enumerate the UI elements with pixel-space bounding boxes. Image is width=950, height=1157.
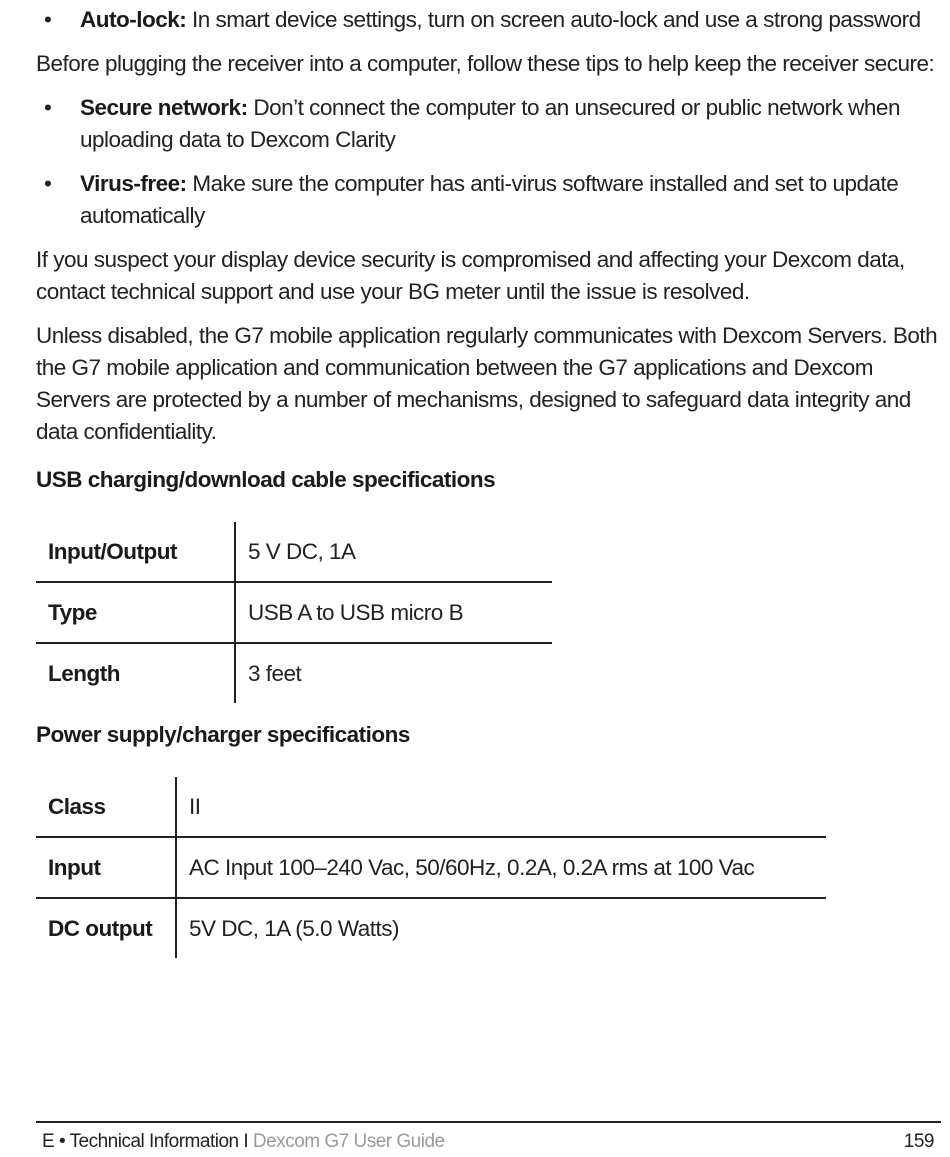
spec-label: Input: [36, 837, 176, 898]
bullet-text: In smart device settings, turn on screen auto-lock and use a strong password: [186, 7, 921, 32]
table-row: [36, 643, 552, 703]
power-section-heading: Power supply/charger specifications: [36, 722, 410, 747]
bullet-dot: •: [44, 95, 52, 120]
bullet-term: Secure network:: [80, 95, 248, 120]
bullet-dot: •: [44, 7, 52, 32]
spec-label: DC output: [36, 898, 176, 958]
spec-label: Type: [36, 582, 235, 643]
bullet-secure-network: [36, 92, 941, 156]
spec-label: Class: [36, 777, 176, 837]
receiver-intro-paragraph: Before plugging the receiver into a computer, follow these tips to help keep the receiver secure:: [36, 51, 935, 76]
spec-label: Input/Output: [36, 522, 235, 582]
page-content: [36, 4, 941, 958]
spec-value: 3 feet: [235, 643, 552, 703]
page-number: 159: [903, 1131, 934, 1152]
page-footer: [36, 1121, 941, 1155]
footer-section-label: E • Technical Information: [42, 1131, 239, 1152]
bullet-term: Auto-lock:: [80, 7, 187, 32]
usb-spec-table: [36, 522, 552, 703]
bullet-dot: •: [44, 171, 52, 196]
compromised-paragraph: If you suspect your display device security is compromised and affecting your Dexcom data, contact technical support and use your BG meter until the issue is resolved.: [36, 247, 905, 304]
security-bullet-list: [36, 4, 941, 36]
bullet-text: Don’t connect the computer to an unsecured or public network when uploading data to Dexcom Clarity: [80, 95, 900, 152]
table-row: [36, 582, 552, 643]
bullet-text: Make sure the computer has anti-virus software installed and set to update automatically: [80, 171, 899, 228]
footer-guide-title: Dexcom G7 User Guide: [252, 1131, 445, 1152]
spec-value: II: [189, 793, 201, 819]
spec-value: 5 V DC, 1A: [248, 538, 356, 564]
table-row: [36, 837, 826, 898]
table-row: [36, 898, 826, 958]
table-row: [36, 777, 826, 837]
spec-label: Length: [36, 643, 235, 703]
servers-paragraph: Unless disabled, the G7 mobile application regularly communicates with Dexcom Servers. Both the G7 mobile application and communication between the G7 applications and Dexcom Servers are protected by a number of mechanisms, designed to safeguard data integrity and data confidentiality.: [36, 323, 938, 444]
footer-separator: I: [238, 1131, 253, 1152]
power-spec-table: [36, 777, 826, 958]
receiver-bullet-list: [36, 92, 941, 232]
bullet-auto-lock: [36, 4, 941, 36]
spec-value: USB A to USB micro B: [235, 582, 552, 643]
spec-value: 5V DC, 1A (5.0 Watts): [176, 898, 826, 958]
spec-value: AC Input 100–240 Vac, 50/60Hz, 0.2A, 0.2A rms at 100 Vac: [176, 837, 826, 898]
bullet-virus-free: [36, 168, 941, 232]
table-row: [36, 522, 552, 582]
usb-section-heading: USB charging/download cable specifications: [36, 467, 496, 492]
bullet-term: Virus-free:: [80, 171, 187, 196]
